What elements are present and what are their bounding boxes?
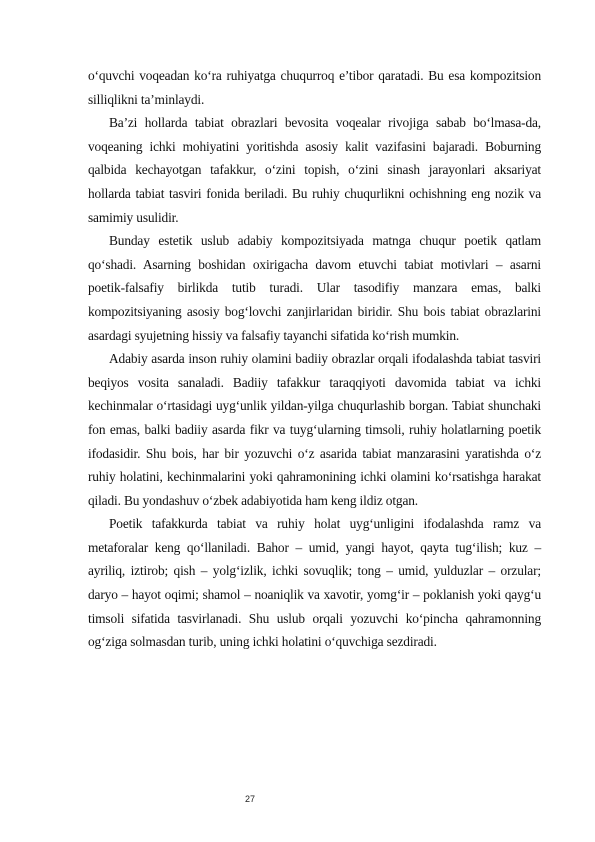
paragraph-continuation: o‘quvchi voqeadan ko‘ra ruhiyatga chuqurroq e’tibor qaratadi. Bu esa kompozitsion silliqlikni ta’minlaydi. <box>88 68 541 107</box>
paragraph: Poetik tafakkurda tabiat va ruhiy holat uyg‘unligini ifodalashda ramz va metaforalar keng qo‘llaniladi. Bahor – umid, yangi hayot, qayta tug‘ilish; kuz – ayriliq, iztirob; qish – yolg‘izlik, ichki sovuqlik; tong – umid, yulduzlar – orzular; daryo – hayot oqimi; shamol – noaniqlik va xavotir, yomg‘ir – poklanish yoki qayg‘u timsoli sifatida tasvirlanadi. Shu uslub orqali yozuvchi ko‘pincha qahramonning og‘ziga solmasdan turib, uning ichki holatini o‘quvchiga sezdiradi. <box>88 516 541 650</box>
paragraph: Bunday estetik uslub adabiy kompozitsiyada matnga chuqur poetik qatlam qo‘shadi. Asarning boshidan oxirigacha davom etuvchi tabiat motivlari – asarni poetik-falsafiy birlikda tutib turadi. Ular tasodifiy manzara emas, balki kompozitsiyaning asosiy bog‘lovchi zanjirlaridan biridir. Shu bois tabiat obrazlarini asardagi syujetning hissiy va falsafiy tayanchi sifatida ko‘rish mumkin. <box>88 233 541 343</box>
page-number: 27 <box>245 794 256 804</box>
body-text <box>88 64 541 654</box>
paragraph: Ba’zi hollarda tabiat obrazlari bevosita voqealar rivojiga sabab bo‘lmasa-da, voqeaning ichki mohiyatini yoritishda asosiy kalit vazifasini bajaradi. Boburning qalbida kechayotgan tafakkur, o‘zini topish, o‘zini sinash jarayonlari aksariyat hollarda tabiat tasviri fonida beriladi. Bu ruhiy chuqurlikni ochishning eng nozik va samimiy usulidir. <box>88 115 541 225</box>
paragraph: Adabiy asarda inson ruhiy olamini badiiy obrazlar orqali ifodalashda tabiat tasviri beqiyos vosita sanaladi. Badiiy tafakkur taraqqiyoti davomida tabiat va ichki kechinmalar o‘rtasidagi uyg‘unlik yildan-yilga chuqurlashib borgan. Tabiat shunchaki fon emas, balki badiiy asarda fikr va tuyg‘ularning timsoli, ruhiy holatlarning poetik ifodasidir. Shu bois, har bir yozuvchi o‘z asarida tabiat manzarasini yaratishda o‘z ruhiy holatini, kechinmalarini yoki qahramonining ichki olamini ko‘rsatishga harakat qiladi. Bu yondashuv o‘zbek adabiyotida ham keng ildiz otgan. <box>88 351 541 508</box>
